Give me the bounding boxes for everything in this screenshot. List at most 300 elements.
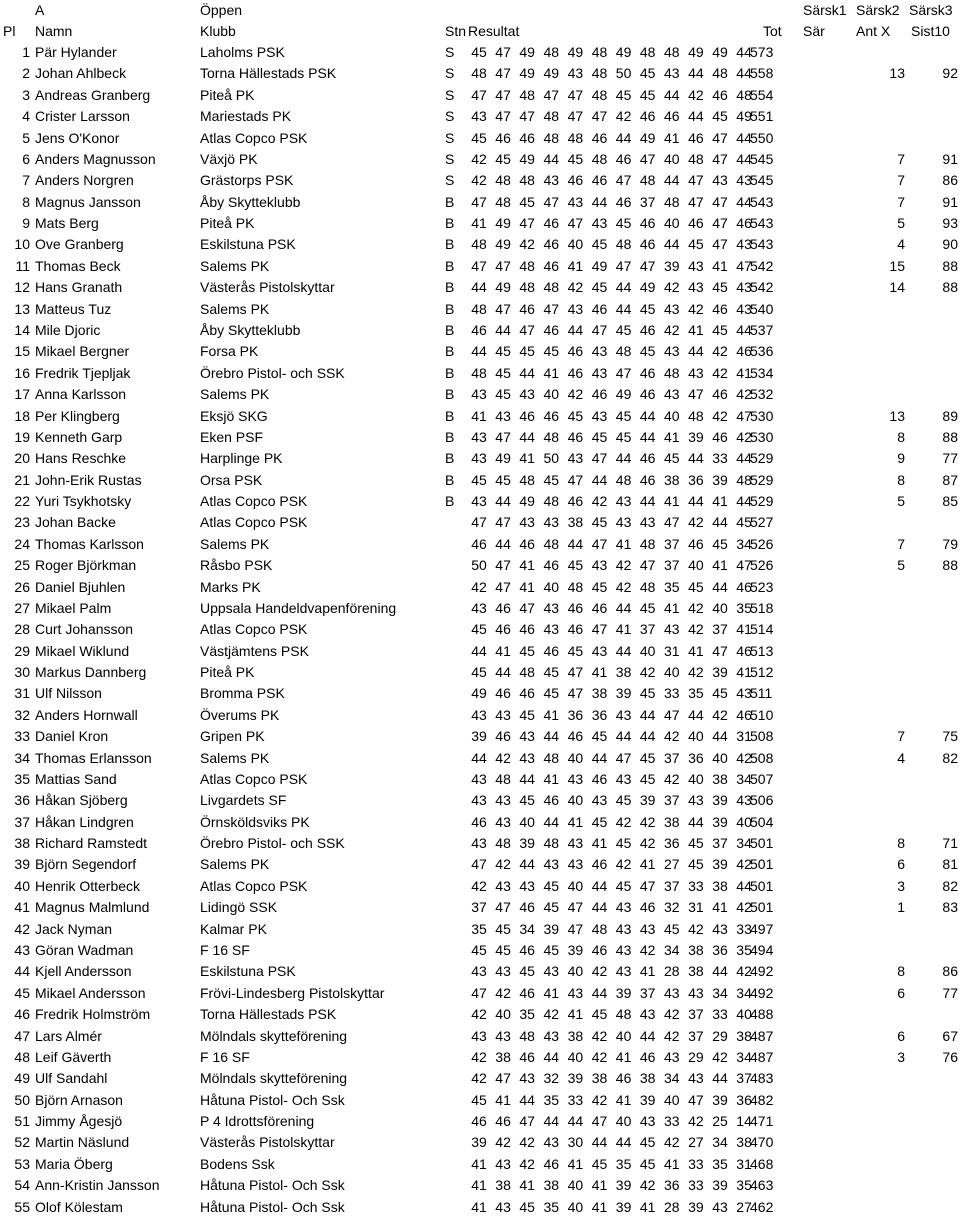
club-cell: Piteå PK	[200, 86, 255, 103]
station-cell: B	[445, 236, 455, 253]
series-score-cell: 44	[736, 493, 752, 509]
series-score-cell: 43	[471, 1027, 487, 1044]
series-score-cell: 46	[567, 172, 584, 189]
series-score-cell: 43	[615, 514, 632, 531]
table-row	[0, 812, 960, 833]
series-score-cell: 39	[712, 856, 728, 873]
series-score-cell: 43	[543, 1027, 560, 1044]
ant-x-cell: 13	[889, 407, 905, 424]
series-score-cell: 42	[688, 621, 704, 638]
table-row	[0, 1090, 960, 1111]
series-score-cell: 43	[495, 813, 511, 830]
sist10-cell: 82	[942, 877, 958, 894]
name-cell: Fredrik Tjepljak	[35, 364, 131, 381]
series-score-cell: 48	[688, 150, 704, 167]
series-score-cell: 41	[664, 1155, 680, 1172]
series-score-cell: 44	[639, 428, 656, 445]
series-score-cell: 33	[664, 1113, 680, 1129]
series-score-cell: 47	[615, 257, 632, 274]
series-score-cell: 43	[591, 792, 608, 809]
series-score-cell: 45	[615, 428, 632, 445]
series-score-cell: 43	[567, 300, 584, 317]
series-score-cell: 39	[615, 685, 632, 702]
series-score-cell: 45	[519, 1198, 535, 1215]
total-cell: 487	[750, 1027, 774, 1044]
series-score-cell: 44	[736, 321, 752, 338]
series-score-cell: 42	[567, 279, 584, 296]
name-cell: Johan Ahlbeck	[35, 65, 127, 82]
total-cell: 504	[750, 813, 774, 830]
station-cell: B	[445, 450, 455, 467]
series-score-cell: 45	[495, 364, 511, 381]
series-score-cell: 47	[471, 193, 487, 210]
series-score-cell: 46	[519, 984, 535, 1001]
series-score-cell: 47	[688, 386, 704, 403]
series-score-cell: 38	[688, 942, 704, 958]
series-score-cell: 38	[736, 1134, 752, 1151]
series-score-cell: 46	[495, 621, 511, 638]
series-score-cell: 47	[495, 514, 511, 531]
series-score-cell: 43	[471, 963, 487, 980]
series-score-cell: 43	[567, 984, 584, 1001]
series-score-cell: 40	[495, 1006, 511, 1023]
station-cell: B	[445, 386, 455, 403]
series-score-cell: 38	[591, 685, 608, 702]
series-score-cell: 40	[664, 150, 680, 167]
total-cell: 536	[750, 343, 774, 360]
table-row	[0, 85, 960, 106]
series-score-cell: 35	[736, 1177, 752, 1194]
series-score-cell: 47	[519, 108, 535, 125]
series-score-cell: 28	[664, 1198, 680, 1215]
series-score-cell: 48	[543, 535, 560, 552]
club-cell: Torna Hällestads PSK	[200, 65, 337, 82]
series-score-cell: 47	[567, 920, 584, 937]
club-cell: Mölndals skytteförening	[200, 1070, 348, 1087]
series-score-cell: 33	[736, 920, 752, 937]
series-score-cell: 34	[736, 535, 752, 552]
series-score-cell: 42	[664, 1134, 680, 1151]
series-score-cell: 43	[688, 984, 704, 1001]
club-cell: Mölndals skytteförening	[200, 1027, 348, 1044]
table-row	[0, 213, 960, 234]
series-score-cell: 33	[712, 1006, 728, 1023]
series-score-cell: 29	[712, 1027, 728, 1044]
station-cell: B	[445, 493, 455, 509]
name-cell: Anna Karlsson	[35, 386, 127, 403]
ant-x-cell: 5	[897, 557, 905, 574]
series-score-cell: 25	[712, 1113, 728, 1129]
total-cell: 529	[750, 493, 774, 509]
series-score-cell: 46	[688, 129, 704, 146]
series-score-cell: 44	[591, 1134, 608, 1151]
series-score-cell: 44	[688, 343, 704, 360]
series-score-cell: 42	[471, 172, 487, 189]
series-score-cell: 47	[543, 193, 560, 210]
name-cell: Hans Granath	[35, 279, 123, 296]
series-score-cell: 42	[639, 835, 656, 852]
series-score-cell: 38	[688, 963, 704, 980]
placement-cell: 36	[14, 792, 30, 809]
series-score-cell: 45	[471, 664, 487, 680]
ant-x-cell: 7	[897, 193, 905, 210]
series-score-cell: 48	[639, 172, 656, 189]
series-score-cell: 40	[519, 813, 535, 830]
table-row	[0, 448, 960, 469]
series-score-cell: 47	[712, 236, 728, 253]
club-cell: Överums PK	[200, 706, 280, 723]
series-score-cell: 49	[519, 44, 535, 60]
series-score-cell: 47	[567, 215, 584, 231]
series-score-cell: 47	[471, 257, 487, 274]
series-score-cell: 45	[591, 428, 608, 445]
series-score-cell: 47	[495, 86, 511, 103]
series-score-cell: 41	[639, 1198, 656, 1215]
series-score-cell: 40	[712, 749, 728, 766]
total-cell: 537	[750, 321, 774, 338]
series-score-cell: 43	[664, 386, 680, 403]
series-score-cell: 34	[736, 835, 752, 852]
series-score-cell: 45	[615, 877, 632, 894]
name-cell: Per Klingberg	[35, 407, 120, 424]
table-row	[0, 940, 960, 961]
result-header: Resultat	[468, 23, 520, 39]
ant-x-cell: 4	[897, 236, 905, 253]
placement-cell: 32	[14, 706, 30, 723]
series-score-cell: 47	[567, 899, 584, 916]
total-cell: 470	[750, 1134, 774, 1151]
series-score-cell: 43	[736, 172, 752, 189]
series-score-cell: 36	[712, 942, 728, 958]
series-score-cell: 42	[567, 386, 584, 403]
series-score-cell: 38	[567, 514, 584, 531]
total-cell: 501	[750, 877, 774, 894]
name-cell: Thomas Erlansson	[35, 749, 152, 766]
series-score-cell: 41	[519, 450, 535, 467]
placement-cell: 4	[22, 108, 30, 125]
series-score-cell: 41	[471, 1198, 487, 1215]
series-score-cell: 47	[543, 86, 560, 103]
total-cell: 551	[750, 108, 774, 125]
series-score-cell: 44	[639, 407, 656, 424]
station-cell: S	[445, 150, 455, 167]
series-score-cell: 44	[591, 899, 608, 916]
series-score-cell: 44	[736, 193, 752, 210]
table-row	[0, 491, 960, 512]
series-score-cell: 46	[688, 535, 704, 552]
series-score-cell: 42	[519, 1134, 535, 1151]
total-cell: 573	[750, 44, 774, 60]
series-score-cell: 46	[543, 792, 560, 809]
series-score-cell: 40	[543, 578, 560, 595]
series-score-cell: 44	[495, 321, 511, 338]
series-score-cell: 38	[664, 813, 680, 830]
sist10-cell: 86	[942, 172, 958, 189]
series-score-cell: 49	[712, 44, 728, 60]
series-score-cell: 43	[591, 557, 608, 574]
series-score-cell: 41	[688, 321, 704, 338]
table-row	[0, 705, 960, 726]
total-cell: 543	[750, 193, 774, 210]
series-score-cell: 45	[591, 578, 608, 595]
placement-cell: 2	[22, 65, 30, 82]
series-score-cell: 41	[615, 535, 632, 552]
series-score-cell: 41	[567, 813, 584, 830]
series-score-cell: 43	[519, 1070, 535, 1087]
series-score-cell: 41	[591, 1177, 608, 1194]
series-score-cell: 35	[712, 1155, 728, 1172]
table-row	[0, 790, 960, 811]
club-cell: Atlas Copco PSK	[200, 770, 308, 787]
series-score-cell: 48	[519, 279, 535, 296]
series-score-cell: 45	[688, 578, 704, 595]
series-score-cell: 42	[688, 300, 704, 317]
series-score-cell: 46	[567, 599, 584, 616]
name-cell: Thomas Beck	[35, 257, 121, 274]
series-score-cell: 47	[664, 514, 680, 531]
series-score-cell: 48	[712, 65, 728, 82]
name-cell: Magnus Jansson	[35, 193, 141, 210]
total-cell: 518	[750, 599, 774, 616]
series-score-cell: 35	[543, 1198, 560, 1215]
series-score-cell: 34	[736, 984, 752, 1001]
series-score-cell: 43	[471, 386, 487, 403]
series-score-cell: 42	[736, 963, 752, 980]
series-score-cell: 45	[543, 343, 560, 360]
series-score-cell: 46	[712, 300, 728, 317]
ant-x-cell: 7	[897, 172, 905, 189]
series-score-cell: 41	[471, 1155, 487, 1172]
name-cell: Ann-Kristin Jansson	[35, 1177, 160, 1194]
series-score-cell: 27	[736, 1198, 752, 1215]
series-score-cell: 43	[736, 685, 752, 702]
series-score-cell: 43	[712, 920, 728, 937]
total-cell: 501	[750, 856, 774, 873]
sist10-cell: 88	[942, 557, 958, 574]
table-row	[0, 876, 960, 897]
series-score-cell: 47	[688, 1091, 704, 1108]
series-score-cell: 44	[688, 450, 704, 467]
series-score-cell: 37	[712, 621, 728, 638]
series-score-cell: 36	[664, 835, 680, 852]
series-score-cell: 44	[519, 770, 535, 787]
series-score-cell: 46	[495, 1113, 511, 1129]
series-score-cell: 43	[639, 1113, 656, 1129]
series-score-cell: 48	[567, 129, 584, 146]
series-score-cell: 47	[495, 44, 511, 60]
series-score-cell: 43	[736, 300, 752, 317]
series-score-cell: 47	[591, 535, 608, 552]
series-score-cell: 44	[736, 450, 752, 467]
series-score-cell: 45	[567, 557, 584, 574]
series-score-cell: 48	[495, 172, 511, 189]
series-score-cell: 45	[471, 1091, 487, 1108]
club-cell: Eken PSF	[200, 428, 264, 445]
series-score-cell: 41	[736, 621, 752, 638]
sist10-cell: 76	[942, 1048, 958, 1065]
series-score-cell: 39	[712, 813, 728, 830]
placement-cell: 38	[14, 835, 30, 852]
series-score-cell: 41	[567, 1006, 584, 1023]
placement-cell: 31	[14, 685, 30, 702]
sist10-cell: 93	[942, 215, 958, 231]
series-score-cell: 46	[639, 108, 656, 125]
series-score-cell: 48	[639, 44, 656, 60]
series-score-cell: 43	[495, 1198, 511, 1215]
series-score-cell: 46	[543, 407, 560, 424]
club-cell: Piteå PK	[200, 215, 255, 231]
series-score-cell: 45	[615, 86, 632, 103]
series-score-cell: 45	[639, 770, 656, 787]
series-score-cell: 45	[639, 86, 656, 103]
total-cell: 492	[750, 963, 774, 980]
series-score-cell: 33	[712, 450, 728, 467]
name-header: Namn	[35, 23, 73, 39]
series-score-cell: 45	[543, 942, 560, 958]
series-score-cell: 42	[639, 942, 656, 958]
total-cell: 526	[750, 557, 774, 574]
series-score-cell: 45	[519, 642, 535, 659]
club-cell: Frövi-Lindesberg Pistolskyttar	[200, 984, 385, 1001]
series-score-cell: 48	[543, 428, 560, 445]
name-cell: Anders Hornwall	[35, 706, 138, 723]
series-score-cell: 41	[543, 984, 560, 1001]
table-row	[0, 149, 960, 170]
series-score-cell: 41	[615, 1091, 632, 1108]
series-score-cell: 44	[543, 1113, 560, 1129]
series-score-cell: 43	[639, 1006, 656, 1023]
club-cell: Råsbo PSK	[200, 557, 273, 574]
club-cell: Håtuna Pistol- Och Ssk	[200, 1091, 345, 1108]
series-score-cell: 47	[495, 300, 511, 317]
series-score-cell: 44	[591, 984, 608, 1001]
series-score-cell: 39	[567, 942, 584, 958]
name-cell: Matteus Tuz	[35, 300, 112, 317]
series-score-cell: 39	[615, 1177, 632, 1194]
series-score-cell: 35	[736, 942, 752, 958]
series-score-cell: 38	[543, 1177, 560, 1194]
series-score-cell: 40	[615, 1027, 632, 1044]
series-score-cell: 46	[736, 343, 752, 360]
series-score-cell: 46	[519, 535, 535, 552]
sist10-cell: 91	[942, 150, 958, 167]
series-score-cell: 45	[591, 813, 608, 830]
total-cell: 550	[750, 129, 774, 146]
table-row	[0, 1175, 960, 1196]
series-score-cell: 41	[543, 364, 560, 381]
series-score-cell: 48	[664, 44, 680, 60]
series-score-cell: 39	[712, 1177, 728, 1194]
series-score-cell: 44	[615, 450, 632, 467]
series-score-cell: 39	[712, 792, 728, 809]
series-score-cell: 47	[495, 557, 511, 574]
series-score-cell: 41	[712, 493, 728, 509]
table-row	[0, 427, 960, 448]
series-score-cell: 43	[591, 343, 608, 360]
series-score-cell: 36	[591, 706, 608, 723]
series-score-cell: 42	[688, 599, 704, 616]
total-cell: 558	[750, 65, 774, 82]
series-score-cell: 46	[495, 728, 511, 745]
series-score-cell: 46	[471, 321, 487, 338]
placement-cell: 15	[14, 343, 30, 360]
series-score-cell: 36	[664, 1177, 680, 1194]
sist10-cell: 89	[942, 407, 958, 424]
series-score-cell: 45	[639, 599, 656, 616]
sarsk3-header: Särsk3	[909, 2, 953, 18]
table-row	[0, 833, 960, 854]
series-score-cell: 45	[639, 749, 656, 766]
series-score-cell: 41	[664, 428, 680, 445]
table-row	[0, 662, 960, 683]
club-cell: Orsa PSK	[200, 471, 263, 488]
placement-cell: 51	[14, 1113, 30, 1129]
series-score-cell: 46	[639, 364, 656, 381]
station-header: Stn	[445, 23, 467, 39]
series-score-cell: 47	[639, 877, 656, 894]
series-score-cell: 42	[615, 856, 632, 873]
series-score-cell: 49	[615, 386, 632, 403]
name-cell: Anders Norgren	[35, 172, 134, 189]
name-cell: Yuri Tsykhotsky	[35, 493, 132, 509]
series-score-cell: 44	[519, 856, 535, 873]
club-cell: Salems PK	[200, 386, 270, 403]
club-cell: Västjämtens PSK	[200, 642, 309, 659]
series-score-cell: 44	[664, 236, 680, 253]
series-score-cell: 45	[688, 856, 704, 873]
series-score-cell: 44	[639, 706, 656, 723]
total-cell: 529	[750, 471, 774, 488]
series-score-cell: 49	[639, 129, 656, 146]
series-score-cell: 42	[615, 557, 632, 574]
total-cell: 501	[750, 835, 774, 852]
total-cell: 545	[750, 150, 774, 167]
series-score-cell: 48	[519, 1027, 535, 1044]
series-score-cell: 43	[471, 770, 487, 787]
series-score-cell: 44	[664, 86, 680, 103]
series-score-cell: 46	[712, 428, 728, 445]
name-cell: Pär Hylander	[35, 44, 117, 60]
sist10-cell: 67	[942, 1027, 958, 1044]
club-cell: Västerås Pistolskyttar	[200, 279, 335, 296]
club-cell: Salems PK	[200, 257, 270, 274]
series-score-cell: 31	[664, 642, 680, 659]
series-score-cell: 44	[615, 129, 632, 146]
total-cell: 508	[750, 728, 774, 745]
total-cell: 514	[750, 621, 774, 638]
series-score-cell: 43	[495, 963, 511, 980]
series-score-cell: 48	[471, 364, 487, 381]
placement-cell: 25	[14, 557, 30, 574]
placement-cell: 26	[14, 578, 30, 595]
sist10-cell: 77	[942, 984, 958, 1001]
ant-x-cell: 7	[897, 535, 905, 552]
series-score-cell: 46	[615, 150, 632, 167]
series-score-cell: 48	[591, 150, 608, 167]
placement-cell: 34	[14, 749, 30, 766]
table-row	[0, 170, 960, 191]
series-score-cell: 42	[471, 150, 487, 167]
series-score-cell: 49	[519, 150, 535, 167]
series-score-cell: 27	[688, 1134, 704, 1151]
club-cell: Örebro Pistol- och SSK	[200, 835, 345, 852]
station-cell: S	[445, 108, 455, 125]
name-cell: Håkan Sjöberg	[35, 792, 128, 809]
series-score-cell: 42	[495, 856, 511, 873]
series-score-cell: 45	[736, 514, 752, 531]
series-score-cell: 37	[688, 1027, 704, 1044]
series-score-cell: 45	[567, 407, 584, 424]
